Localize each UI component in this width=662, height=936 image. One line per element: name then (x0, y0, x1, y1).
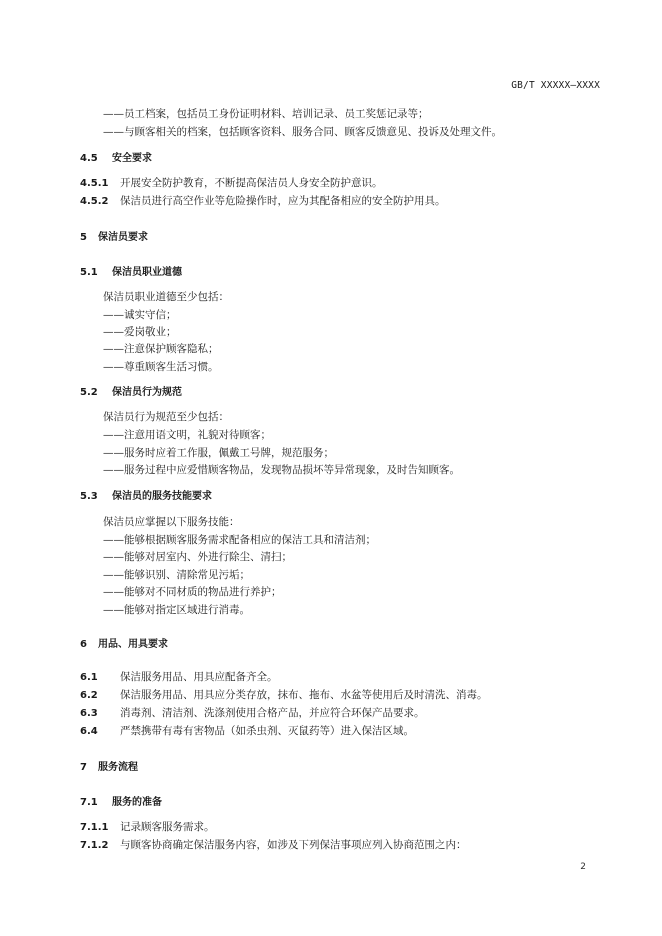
section-title: 安全要求 (112, 153, 152, 164)
list-item: ——能够根据顾客服务需求配备相应的保洁工具和清洁剂； (103, 534, 376, 546)
clause-number: 7.1.2 (80, 840, 109, 851)
section-number: 5.2 (80, 387, 98, 398)
chapter-number: 6 (80, 639, 87, 650)
clause-6-3 (80, 706, 425, 721)
chapter-heading-7 (80, 760, 138, 775)
section-number: 7.1 (80, 797, 98, 808)
chapter-number: 5 (80, 232, 87, 243)
list-item: ——服务过程中应爱惜顾客物品，发现物品损坏等异常现象，及时告知顾客。 (103, 464, 460, 476)
clause-text: 与顾客协商确定保洁服务内容，如涉及下列保洁事项应列入协商范围之内： (120, 839, 467, 851)
clause-4-5-1 (80, 176, 383, 191)
page-number: 2 (580, 862, 586, 872)
chapter-number: 7 (80, 762, 87, 773)
section-number: 4.5 (80, 153, 98, 164)
clause-text: 消毒剂、清洁剂、洗涤剂使用合格产品，并应符合环保产品要求。 (120, 707, 425, 719)
clause-text: 严禁携带有毒有害物品（如杀虫剂、灭鼠药等）进入保洁区域。 (120, 725, 414, 737)
list-item: ——能够对不同材质的物品进行养护； (103, 586, 282, 598)
section-heading-5-3 (80, 489, 212, 504)
clause-text: 保洁服务用品、用具应分类存放，抹布、拖布、水盆等使用后及时清洗、消毒。 (120, 689, 488, 701)
clause-number: 6.4 (80, 726, 98, 737)
clause-number: 7.1.1 (80, 822, 109, 833)
list-item: ——注意保护顾客隐私； (103, 343, 219, 355)
section-heading-7-1 (80, 795, 162, 810)
section-title: 保洁员职业道德 (112, 267, 182, 278)
section-title: 保洁员行为规范 (112, 387, 182, 398)
list-item: ——能够对居室内、外进行除尘、清扫； (103, 551, 292, 563)
section-heading-5-1 (80, 265, 182, 280)
section-heading-5-2 (80, 385, 182, 400)
clause-number: 6.1 (80, 672, 98, 683)
chapter-heading-6 (80, 637, 168, 652)
list-item: ——与顾客相关的档案，包括顾客资料、服务合同、顾客反馈意见、投诉及处理文件。 (103, 126, 502, 138)
clause-7-1-1 (80, 820, 215, 835)
list-item: ——服务时应着工作服，佩戴工号牌，规范服务； (103, 447, 334, 459)
chapter-title: 保洁员要求 (98, 232, 148, 243)
section-intro: 保洁员职业道德至少包括： (103, 291, 229, 303)
clause-7-1-2 (80, 838, 467, 853)
list-item: ——尊重顾客生活习惯。 (103, 361, 219, 373)
clause-6-4 (80, 724, 414, 739)
list-item: ——能够识别、清除常见污垢； (103, 569, 250, 581)
section-intro: 保洁员行为规范至少包括： (103, 411, 229, 423)
clause-4-5-2 (80, 194, 446, 209)
clause-text: 保洁服务用品、用具应配备齐全。 (120, 671, 278, 683)
clause-number: 4.5.2 (80, 196, 109, 207)
list-item: ——员工档案，包括员工身份证明材料、培训记录、员工奖惩记录等； (103, 108, 429, 120)
section-intro: 保洁员应掌握以下服务技能： (103, 516, 240, 528)
list-item: ——能够对指定区域进行消毒。 (103, 604, 250, 616)
clause-text: 开展安全防护教育，不断提高保洁员人身安全防护意识。 (120, 177, 383, 189)
section-heading-4-5 (80, 151, 152, 166)
clause-text: 保洁员进行高空作业等危险操作时，应为其配备相应的安全防护用具。 (120, 195, 446, 207)
section-title: 保洁员的服务技能要求 (112, 491, 212, 502)
list-item: ——诚实守信； (103, 309, 177, 321)
section-number: 5.3 (80, 491, 98, 502)
section-number: 5.1 (80, 267, 98, 278)
chapter-title: 服务流程 (98, 762, 138, 773)
clause-number: 4.5.1 (80, 178, 109, 189)
section-title: 服务的准备 (112, 797, 162, 808)
list-item: ——爱岗敬业； (103, 326, 177, 338)
clause-text: 记录顾客服务需求。 (120, 821, 215, 833)
chapter-heading-5 (80, 230, 148, 245)
clause-6-2 (80, 688, 488, 703)
list-item: ——注意用语文明，礼貌对待顾客； (103, 429, 271, 441)
document-code-header: GB/T XXXXX—XXXX (511, 80, 600, 91)
clause-number: 6.2 (80, 690, 98, 701)
clause-6-1 (80, 670, 278, 685)
chapter-title: 用品、用具要求 (98, 639, 168, 650)
clause-number: 6.3 (80, 708, 98, 719)
